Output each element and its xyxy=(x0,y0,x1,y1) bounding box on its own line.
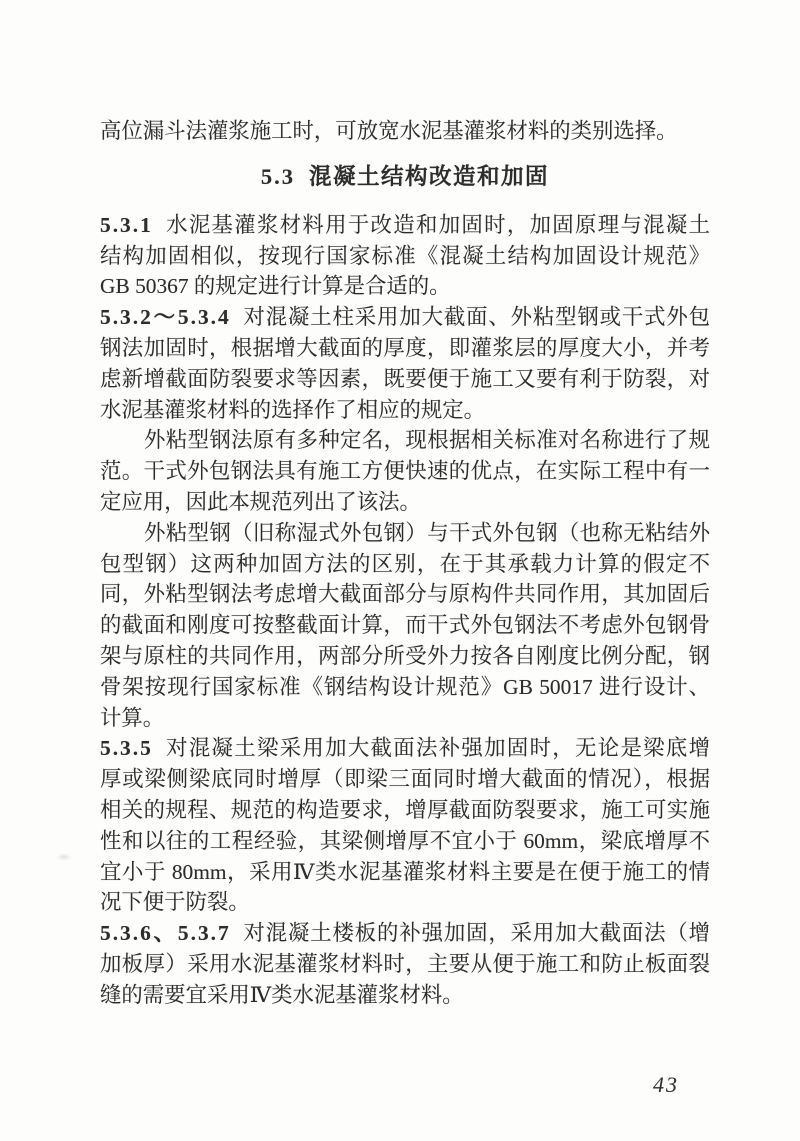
text-line: 计算。 xyxy=(100,705,165,730)
paragraph xyxy=(100,918,710,1010)
text-line xyxy=(100,302,710,333)
clause-text: 水泥基灌浆材料用于改造和加固时，加固原理与混凝土 xyxy=(164,212,710,237)
paragraph xyxy=(100,518,710,734)
text-line xyxy=(100,918,710,949)
section-heading xyxy=(100,161,710,192)
text-line: 厚或梁侧梁底同时增厚（即梁三面同时增大截面的情况），根据 xyxy=(100,767,710,792)
text-line: 虑新增截面防裂要求等因素，既要便于施工又要有利于防裂，对 xyxy=(100,366,710,391)
text-block xyxy=(100,116,710,1011)
text-line: 骨架按现行国家标准《钢结构设计规范》GB 50017 进行设计、 xyxy=(100,674,710,699)
paragraphs xyxy=(100,210,710,1011)
clause-text: 对混凝土梁采用加大截面法补强加固时，无论是梁底增 xyxy=(164,736,710,761)
clause-text: 对混凝土楼板的补强加固，采用加大截面法（增 xyxy=(242,921,710,946)
clause-text: 对混凝土柱采用加大截面、外粘型钢或干式外包 xyxy=(242,305,710,330)
clause-number: 5.3.2～5.3.4 xyxy=(100,305,231,330)
clause-number: 5.3.5 xyxy=(100,736,153,761)
scan-smudge-artifact xyxy=(56,853,72,861)
text-line: 缝的需要宜采用Ⅳ类水泥基灌浆材料。 xyxy=(100,982,464,1007)
text-line: 相关的规程、规范的构造要求，增厚截面防裂要求，施工可实施 xyxy=(100,797,710,822)
text-line: 结构加固相似，按现行国家标准《混凝土结构加固设计规范》 xyxy=(100,243,710,268)
clause-number: 5.3.1 xyxy=(100,212,153,237)
clause-number: 5.3.6、5.3.7 xyxy=(100,921,231,946)
text-line: 架与原柱的共同作用，两部分所受外力按各自刚度比例分配，钢 xyxy=(100,643,710,668)
page-number: 43 xyxy=(653,1072,679,1097)
text-line: 定应用，因此本规范列出了该法。 xyxy=(100,489,421,514)
section-number: 5.3 xyxy=(260,163,296,189)
paragraph xyxy=(100,210,710,302)
text-line xyxy=(100,210,710,241)
paragraph xyxy=(100,733,710,918)
paragraph xyxy=(100,425,710,517)
text-line: 外粘型钢法原有多种定名，现根据相关标准对名称进行了规 xyxy=(144,428,710,453)
text-line: 性和以往的工程经验，其梁侧增厚不宜小于 60mm，梁底增厚不 xyxy=(100,828,710,853)
text-line: 水泥基灌浆材料的选择作了相应的规定。 xyxy=(100,397,486,422)
paragraph-continuation: 高位漏斗法灌浆施工时，可放宽水泥基灌浆材料的类别选择。 xyxy=(100,119,678,143)
text-line: 钢法加固时，根据增大截面的厚度，即灌浆层的厚度大小，并考 xyxy=(100,335,710,360)
text-line: 范。干式外包钢法具有施工方便快速的优点，在实际工程中有一 xyxy=(100,459,710,484)
text-line: 包型钢）这两种加固方法的区别，在于其承载力计算的假定不 xyxy=(100,551,710,576)
paragraph xyxy=(100,302,710,425)
text-line: 外粘型钢（旧称湿式外包钢）与干式外包钢（也称无粘结外 xyxy=(144,520,710,545)
section-title: 混凝土结构改造和加固 xyxy=(309,163,550,189)
text-line: 的截面和刚度可按整截面计算，而干式外包钢法不考虑外包钢骨 xyxy=(100,613,710,638)
text-line xyxy=(100,733,710,764)
text-line: 同，外粘型钢法考虑增大截面部分与原构件共同作用，其加固后 xyxy=(100,582,710,607)
text-line: 加板厚）采用水泥基灌浆材料时，主要从便于施工和防止板面裂 xyxy=(100,951,710,976)
text-line: GB 50367 的规定进行计算是合适的。 xyxy=(100,274,451,299)
text-line: 况下便于防裂。 xyxy=(100,890,250,915)
text-line: 宜小于 80mm，采用Ⅳ类水泥基灌浆材料主要是在便于施工的情 xyxy=(100,859,710,884)
